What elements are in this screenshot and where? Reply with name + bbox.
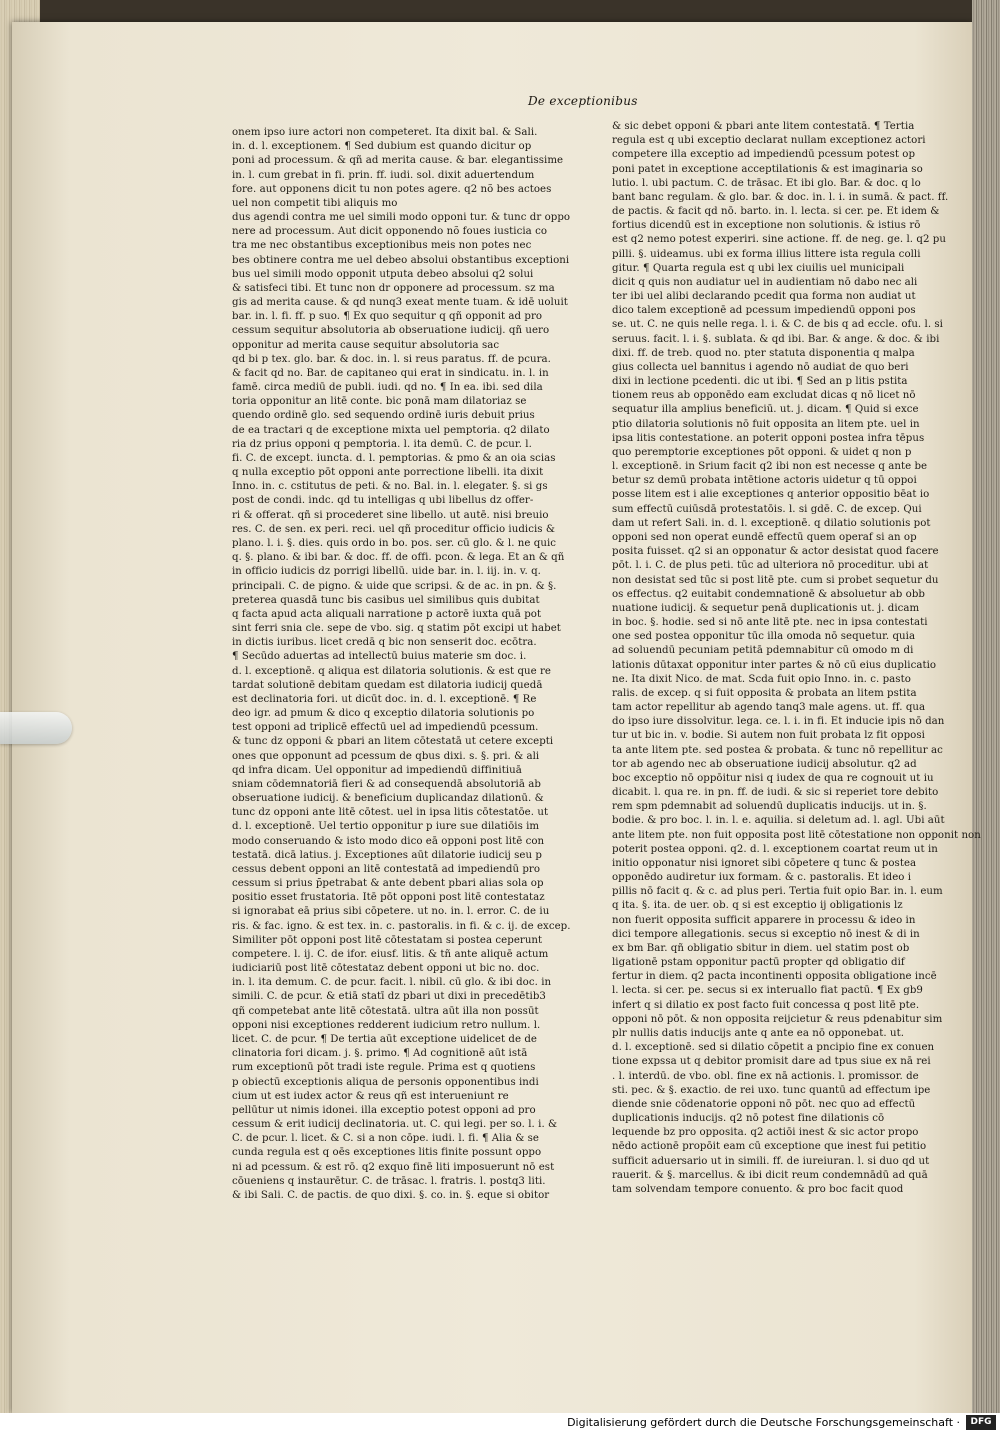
text-line: in. d. l. exceptionem. ¶ Sed dubium est quando dicitur op: [232, 141, 532, 153]
text-line: deo igr. ad pmum & dico q exceptio dilatoria solutionis po: [232, 708, 535, 720]
text-line: lationis dūtaxat opponitur inter partes & nō cū eius duplicatio: [612, 659, 937, 671]
text-line: nere ad processum. Aut dicit opponendo nõ foues iusticia co: [232, 226, 548, 238]
text-line: ex bm Bar. qñ obligatio sbitur in diem. uel statim post ob: [612, 942, 910, 954]
text-line: rauerit. & §. marcellus. & ibi dicit reum condemnādū ad quā: [612, 1169, 928, 1181]
text-line: gitur. ¶ Quarta regula est q ubi lex ciuilis uel municipali: [612, 262, 905, 274]
text-line: tam actor repellitur ab agendo tanq3 male agens. ut. ff. qua: [612, 702, 926, 714]
text-line: ptio dilatoria solutionis nō fuit opposita an litem pte. uel in: [612, 418, 920, 430]
text-line: & ibi Sali. C. de pactis. de quo dixi. §. co. in. §. eque si obitor: [232, 1189, 550, 1201]
text-line: poni patet in exceptione acceptilationis & est imaginaria so: [612, 163, 923, 175]
running-header: De exceptionibus: [528, 94, 638, 108]
text-line: ria dz prius opponi q pemptoria. l. ita demū. C. de pcur. l.: [232, 438, 532, 450]
text-line: licet. C. de pcur. ¶ De tertia aūt exceptione uidelicet de de: [232, 1034, 537, 1045]
text-line: fi. C. de except. iuncta. d. l. pemptorias. & pmo & an oia scias: [232, 452, 556, 464]
text-line: duplicationis inducijs. q2 nō potest fine dilationis cō: [612, 1113, 885, 1125]
text-line: competere. l. ij. C. de ifor. eiusf. litis. & tñ ante aliquē actum: [232, 948, 549, 960]
text-line: & satisfeci tibi. Et tunc non dr opponere ad processum. sz ma: [232, 282, 555, 294]
text-line: bant banc regulam. & glo. bar. & doc. in. l. i. in sumā. & pact. ff.: [612, 191, 949, 203]
text-line: quendo ordinē glo. sed sequendo ordinē iuris debuit prius: [232, 410, 535, 422]
text-line: fortius dicendū est in exceptione non solutionis. & istius rō: [612, 220, 921, 232]
text-line: d. l. exceptionē. sed si dilatio cōpetit a pncipio fine ex conuen: [612, 1042, 935, 1054]
text-line: & tunc dz opponi & pbari an litem cōtestatā ut cetere excepti: [232, 736, 554, 748]
text-line: ta ante litem pte. sed postea & probata. & tunc nō repellitur ac: [612, 744, 943, 756]
text-line: boc exceptio nō oppōitur nisi q iudex de qua re cognouit ut iu: [612, 772, 934, 784]
text-line: do ipso iure dissolvitur. lega. ce. l. i. in fi. Et inducie ipis nō dan: [612, 716, 945, 728]
text-line: si ignorabat eā prius sibi cōpetere. ut no. in. l. error. C. de iu: [232, 906, 550, 918]
text-line: rum exceptionū pōt tradi iste regule. Prima est q quotiens: [232, 1062, 536, 1074]
text-line: uel non competit tibi aliquis mo: [232, 197, 398, 209]
text-line: pillis nō facit q. & c. ad plus peri. Tertia fuit opio Bar. in. l. eum: [612, 886, 943, 898]
text-line: poterit postea opponi. q2. d. l. exceptionem coartat reum ut in: [612, 843, 938, 855]
text-line: dicit q quis non audiatur uel in audientiam nō dabo nec ali: [612, 276, 918, 288]
text-line: qd infra dicam. Uel opponitur ad impediendū diffinitiuā: [232, 764, 522, 776]
text-line: gis ad merita cause. & qd nunq3 exeat mente tuam. & idē uoluit: [232, 297, 568, 309]
text-line: lequende bz pro opposita. q2 actiōi inest & sic actor propo: [612, 1127, 919, 1139]
text-line: sint ferri snia cle. sepe de vbo. sig. q statim pōt excipi ut habet: [232, 623, 561, 635]
text-line: non fuerit opposita sufficit apparere in processu & ideo in: [612, 914, 916, 926]
text-line: pilli. §. uideamus. ubi ex forma illius littere ista regula colli: [612, 248, 921, 260]
text-line: . l. interdū. de vbo. obl. fine ex nā actionis. l. promissor. de: [612, 1070, 919, 1082]
text-column-right: [612, 120, 981, 1197]
text-line: Inno. in. c. cstitutus de peti. & no. Bal. in. l. elegater. §. si gs: [232, 481, 548, 493]
text-line: pōt. l. i. C. de plus peti. tūc ad ulteriora nō proceditur. ubi at: [612, 560, 929, 572]
text-line: non desistat sed tūc si post litē pte. cum si probet sequetur du: [612, 574, 939, 586]
text-line: sufficit aduersario ut in simili. ff. de iureiuran. l. si duo qd ut: [612, 1155, 930, 1167]
text-line: q. §. plano. & ibi bar. & doc. ff. de offi. pcon. & lega. Et an & qñ: [232, 552, 565, 564]
text-line: opponitur ad merita cause sequitur absolutoria sac: [232, 339, 500, 351]
text-line: sequatur illa amplius beneficiū. ut. j. dicam. ¶ Quid si exce: [612, 404, 919, 416]
text-line: sti. pec. & §. exactio. de rei uxo. tunc quantū ad effectum ipe: [612, 1084, 931, 1096]
text-line: sniam cōdemnatoriā fieri & ad consequendā absolutoriā ab: [232, 778, 541, 790]
text-line: ad soluendū pecuniam petitā pdemnabitur cū omodo m di: [612, 645, 914, 657]
text-line: cium ut est iudex actor & reus qñ est interueniunt re: [232, 1090, 509, 1102]
text-line: quo peremptorie exceptiones pōt opponi. & uidet q non p: [612, 446, 912, 458]
text-line: cessum sequitur absolutoria ab obseruatione iudicij. qñ uero: [232, 325, 550, 337]
text-line: Similiter pōt opponi post litē cōtestatam si postea ceperunt: [232, 934, 543, 946]
text-line: regula est q ubi exceptio declarat nullam exceptionez actori: [612, 135, 926, 147]
text-line: l. lecta. si cer. pe. secus si ex interuallo fiat pactū. ¶ Ex gb9: [612, 985, 923, 997]
text-line: cunda regula est q oēs exceptiones litis finite possunt oppo: [232, 1147, 542, 1159]
text-line: dixi in lectione pcedenti. dic ut ibi. ¶ Sed an p litis pstita: [612, 376, 908, 388]
text-line: q facta apud acta aliquali narratione p actorē iuxta quā pot: [232, 608, 542, 620]
text-line: post de condi. indc. qd tu intelligas q ubi libellus dz offer-: [232, 495, 534, 507]
text-line: est q2 nemo potest experiri. sine actione. ff. de neg. ge. l. q2 pu: [612, 234, 946, 246]
text-line: tionem reus ab opponēdo eam excludat dicas q nō licet nō: [612, 390, 916, 402]
text-line: ri & offerat. qñ si procederet sine libello. ut autē. nisi breuio: [232, 509, 549, 521]
text-line: ralis. de excep. q si fuit opposita & probata an litem pstita: [612, 687, 917, 699]
text-line: p obiectū exceptionis aliqua de personis opponentibus indi: [232, 1076, 539, 1088]
text-line: in. l. cum grebat in fi. prin. ff. iudi. sol. dixit aduertendum: [232, 169, 535, 181]
text-line: opponi sed non operat eundē effectū quem operaf si an op: [612, 531, 917, 543]
text-line: & facit qd no. Bar. de capitaneo qui erat in sindicatu. in. l. in: [232, 367, 549, 379]
footer-bar: [0, 1413, 1000, 1433]
text-line: infert q si dilatio ex post facto fuit concessa q post litē pte.: [612, 999, 920, 1011]
text-line: famē. circa mediū de publi. iudi. qd no. ¶ In ea. ibi. sed dila: [232, 382, 543, 394]
text-line: ligationē pstam opponitur pactū propter qd obligatio dif: [612, 957, 905, 969]
text-line: tra me nec obstantibus exceptionibus meis non potes nec: [232, 240, 532, 252]
text-line: onem ipso iure actori non competeret. Ita dixit bal. & Sali.: [232, 127, 538, 138]
text-line: bus uel simili modo opponit utputa debeo absolui q2 solui: [232, 268, 534, 280]
text-line: ¶ Secūdo aduertas ad intellectū buius materie sm doc. i.: [232, 651, 527, 663]
text-line: poni ad processum. & qñ ad merita cause. & bar. elegantissime: [232, 155, 564, 167]
text-line: l. exceptionē. in Srium facit q2 ibi non est necesse q ante be: [612, 461, 928, 473]
text-line: plr nullis datis inducijs ante q ante ea nō opponebat. ut.: [612, 1028, 905, 1039]
text-line: cōueniens q instaurētur. C. de trāsac. l. fratris. l. postq3 liti.: [232, 1175, 546, 1187]
text-line: iudiciariū post litē cōtestataz debent opponi ut bic no. doc.: [232, 963, 540, 975]
text-line: pellūtur ut nimis idonei. illa exceptio potest opponi ad pro: [232, 1104, 536, 1116]
text-line: tur ut bic in. v. bodie. Si autem non fuit probata lz fit opposi: [612, 730, 925, 742]
text-line: dicabit. l. qua re. in pn. ff. de iudi. & sic si reperiet tore debito: [612, 787, 939, 799]
text-line: positio esset frustatoria. Itē pōt opponi post litē contestataz: [232, 892, 545, 904]
text-line: testatā. dicā latius. j. Exceptiones aūt dilatorie iudicij seu p: [232, 849, 542, 861]
text-line: ter ibi uel alibi declarando pcedit qua forma non audiat ut: [612, 291, 916, 303]
text-line: tam solvendam tempore conuento. & pro boc facit quod: [612, 1183, 904, 1195]
text-line: seruus. facit. l. i. §. sublata. & qd ibi. Bar. & ange. & doc. & ibi: [612, 333, 940, 345]
text-line: dixi. ff. de treb. quod no. pter statuta disponentia q malpa: [612, 347, 915, 359]
text-line: tunc dz opponi ante litē cōtest. uel in ipsa litis cōtestatōe. ut: [232, 807, 549, 819]
text-line: gius collecta uel bannitus i agendo nō audiat de quo beri: [612, 361, 909, 373]
text-line: q ita. §. ita. de uer. ob. q si est exceptio ij obligationis lz: [612, 900, 903, 912]
text-line: clinatoria fori dicam. j. §. primo. ¶ Ad cognitionē aūt istā: [232, 1048, 528, 1060]
text-line: d. l. exceptionē. Uel tertio opponitur p iure sue dilatiōis im: [232, 821, 540, 833]
text-line: tione expssa ut q debitor promisit dare ad tpus siue ex nā rei: [612, 1056, 931, 1068]
text-line: qd bi p tex. glo. bar. & doc. in. l. si reus paratus. ff. de pcura.: [232, 353, 551, 365]
text-line: lutio. l. ubi pactum. C. de trāsac. Et ibi glo. Bar. & doc. q lo: [612, 177, 921, 189]
text-line: opponēdo audiretur iux formam. & c. pastoralis. Et ideo i: [612, 872, 912, 884]
text-line: in officio iudicis dz porrigi libellū. uide bar. in. l. iij. in. v. q.: [232, 566, 541, 578]
text-line: bar. in. l. fi. ff. p suo. ¶ Ex quo sequitur q qñ opponit ad pro: [232, 311, 543, 323]
text-line: bodie. & pro boc. l. in. l. e. aquilia. si deletum ad. l. agl. Ubi aūt: [612, 815, 945, 827]
text-line: tor ab agendo nec ab obseruatione iudicij absolutur. q2 ad: [612, 758, 917, 770]
text-line: posita fuisset. q2 si an opponatur & actor desistat quod facere: [612, 546, 939, 558]
text-line: q nulla exceptio pōt opponi ante porrectione libelli. ita dixit: [232, 467, 544, 479]
text-line: simili. C. de pcur. & etiā statī dz pbari ut dixi in precedētib3: [232, 991, 546, 1003]
text-line: qñ competebat ante litē cōtestatā. ultra aūt illa non possūt: [232, 1005, 539, 1017]
text-line: in dictis iuribus. licet credā q bic non senserit doc. ecōtra.: [232, 637, 537, 649]
text-line: one sed postea opponitur tūc illa omoda nō sequetur. quia: [612, 631, 916, 643]
text-line: de ea tractari q de exceptione mixta uel pemptoria. q2 dilato: [232, 424, 550, 436]
text-line: ipsa litis contestatione. an poterit opponi postea infra tēpus: [612, 432, 925, 444]
text-line: cessum & erit iudicij declinatoria. ut. C. qui legi. per so. l. i. &: [232, 1119, 558, 1131]
text-line: modo conseruando & isto modo dico eā opponi post litē con: [232, 835, 545, 847]
text-line: rem spm pdemnabit ad soluendū duplicatis inducijs. ut in. §.: [612, 801, 927, 813]
text-line: ne. Ita dixit Nico. de mat. Scda fuit opio Inno. in. c. pasto: [612, 673, 911, 685]
page-marker-tab: [0, 712, 72, 744]
text-line: competere illa exceptio ad impediendū pcessum potest op: [612, 149, 916, 161]
text-line: ni ad pcessum. & est rō. q2 exquo finē liti imposuerunt nō est: [232, 1161, 555, 1173]
text-line: d. l. exceptionē. q aliqua est dilatoria solutionis. & est que re: [232, 665, 552, 677]
text-line: fore. aut opponens dicit tu non potes agere. q2 nõ bes actoes: [232, 183, 552, 195]
text-line: de pactis. & facit qd nō. barto. in. l. lecta. si cer. pe. Et idem &: [612, 206, 940, 218]
text-line: ris. & fac. igno. & est tex. in. c. pastoralis. in fi. & c. ij. de excep.: [232, 920, 571, 932]
text-line: principali. C. de pigno. & uide que scripsi. & de ac. in pn. & §.: [232, 580, 557, 592]
text-line: ones que opponunt ad pcessum de qbus dixi. s. §. pri. & ali: [232, 750, 540, 762]
text-line: toria opponitur an litē conte. bic ponā mam dilatoriaz se: [232, 396, 527, 408]
text-line: & sic debet opponi & pbari ante litem contestatā. ¶ Tertia: [612, 121, 915, 132]
text-line: in boc. §. hodie. sed si nō ante litē pte. nec in ipsa contestati: [612, 617, 928, 629]
text-line: tardat solutionē debitam quedam est dilatoria iudicij quedā: [232, 679, 543, 691]
text-line: opponi nisi exceptiones redderent iudicium retro nullum. l.: [232, 1019, 541, 1031]
text-line: os effectus. q2 euitabit condemnationē & absoluetur ab obb: [612, 588, 925, 600]
text-line: initio opponatur nisi ignoret sibi cōpetere q tunc & postea: [612, 857, 917, 869]
text-line: sum effectū cuiūsdā protestatōis. l. si gdē. C. de excep. Qui: [612, 503, 922, 515]
text-line: dus agendi contra me uel simili modo opponi tur. & tunc dr oppo: [232, 212, 571, 224]
text-line: res. C. de sen. ex peri. reci. uel qñ proceditur officio iudicis &: [232, 523, 555, 535]
text-line: nuatione iudicij. & sequetur penā duplicationis ut. j. dicam: [612, 602, 920, 614]
text-line: dam ut refert Sali. in. d. l. exceptionē. q dilatio solutionis pot: [612, 517, 931, 529]
text-line: opponi nō pōt. & non opposita reijcietur & reus pdenabitur sim: [612, 1013, 943, 1025]
text-line: plano. l. i. §. dies. quis ordo in bo. pos. ser. cū glo. & l. ne quic: [232, 537, 557, 549]
text-line: dico talem exceptionē ad pcessum impediendū opponi pos: [612, 305, 916, 317]
text-line: se. ut. C. ne quis nelle rega. l. i. & C. de bis q ad eccle. ofu. l. si: [612, 319, 943, 331]
text-line: ante litem pte. non fuit opposita post litē cōtestatione non opponit non: [612, 829, 981, 841]
text-line: cessum si prius p̄petrabat & ante debent pbari alias sola op: [232, 878, 544, 890]
text-line: obseruatione iudicij. & beneficium duplicandaz dilationū. &: [232, 793, 544, 805]
text-line: in. l. ita demum. C. de pcur. facit. l. nibil. cū glo. & ibi doc. in: [232, 977, 552, 989]
text-line: C. de pcur. l. licet. & C. si a non cōpe. iudi. l. fi. ¶ Alia & se: [232, 1133, 539, 1145]
text-line: bes obtinere contra me uel debeo absolui obstantibus exceptioni: [232, 254, 570, 266]
text-line: preterea quasdā tunc bis casibus uel similibus quis dubitat: [232, 594, 540, 606]
text-column-left: [232, 126, 571, 1203]
text-line: dici tempore allegationis. secus si exceptio nō inest & di in: [612, 928, 920, 940]
text-line: test opponi ad triplicē effectū uel ad impediendū pcessum.: [232, 722, 539, 734]
text-line: nēdo actionē propōit eam cū exceptione que inest fui petitio: [612, 1141, 927, 1153]
text-line: est declinatoria fori. ut dicūt doc. in. d. l. exceptionē. ¶ Re: [232, 693, 537, 705]
text-line: cessus debent opponi an litē contestatā ad impediendū pro: [232, 863, 541, 875]
dfg-logo: DFG: [966, 1415, 996, 1430]
footer-credit: Digitalisierung gefördert durch die Deutsche Forschungsgemeinschaft ·: [567, 1416, 960, 1429]
text-line: fertur in diem. q2 pacta incontinenti opposita obligatione incē: [612, 971, 937, 983]
text-line: posse litem est i alie exceptiones q anterior oppositio bēat io: [612, 489, 930, 501]
text-line: diende snie cōdenatorie opponi nō pōt. nec quo ad effectū: [612, 1098, 916, 1110]
text-line: betur sz demū probata intētione actoris uidetur q tū oppoi: [612, 475, 917, 487]
